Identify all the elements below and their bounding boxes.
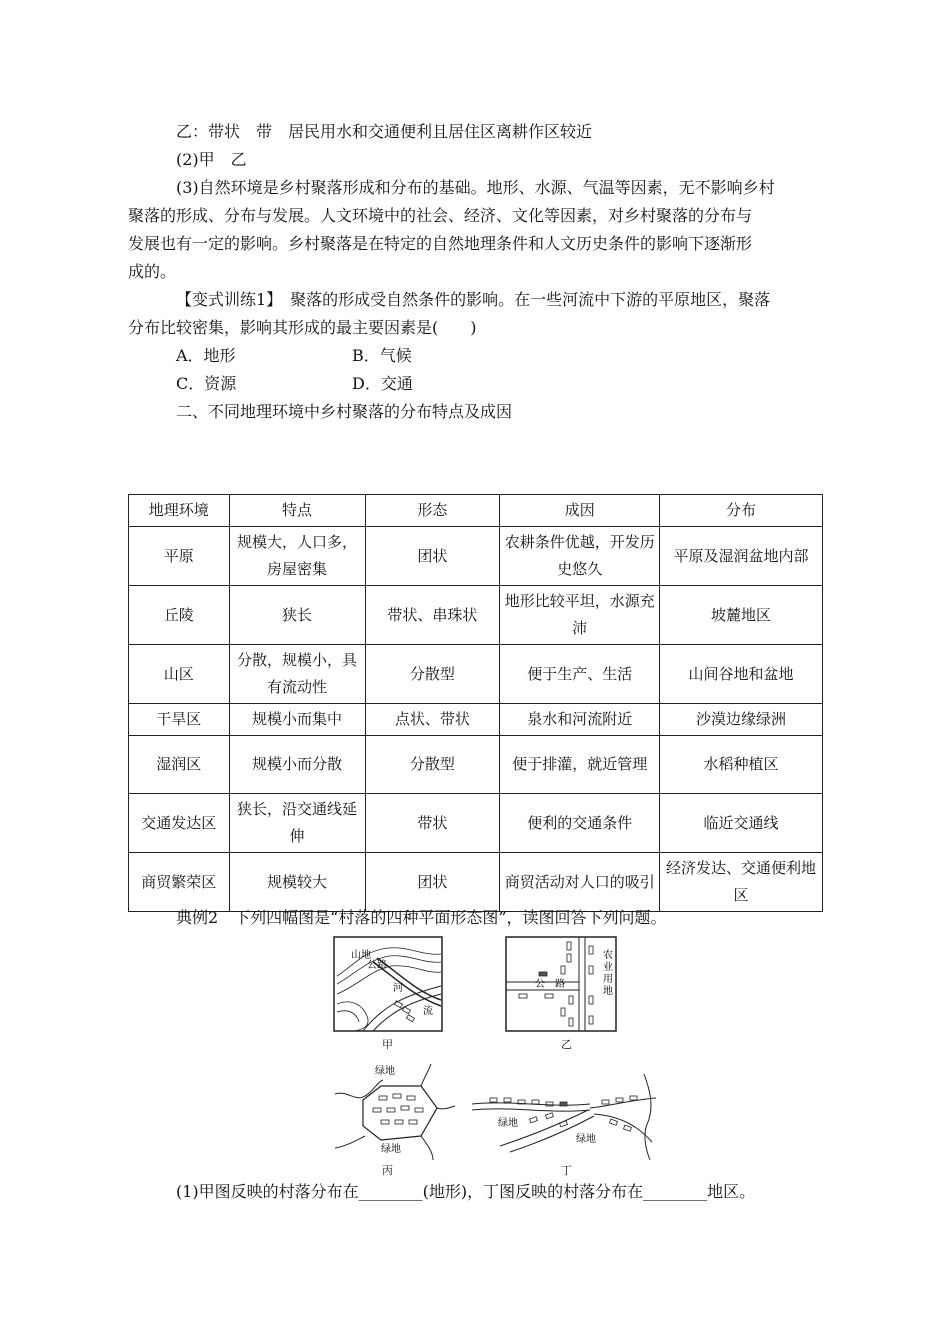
table-row: [129, 527, 823, 586]
exercise1-stem-line1: 【变式训练1】 聚落的形成受自然条件的影响。在一些河流中下游的平原地区，聚落: [176, 290, 771, 309]
table-cell: 临近交通线: [660, 794, 823, 853]
label-lvdi-top: 绿地: [375, 1066, 395, 1077]
table-cell: 分散，规模小，具有流动性: [229, 645, 365, 704]
table-cell: 丘陵: [129, 586, 230, 645]
answer-q3-line4: 成的。: [128, 262, 177, 281]
geo-table: [128, 494, 823, 912]
figure-jia: [333, 936, 443, 1046]
table-header: 形态: [365, 495, 500, 527]
caption-yi: 乙: [561, 1038, 572, 1051]
table-header: 成因: [500, 495, 660, 527]
label-yong: 用: [603, 974, 613, 985]
table-cell: 干旱区: [129, 704, 230, 736]
label-gonglu: 公 路: [535, 979, 565, 990]
label-lvdi-left: 绿地: [498, 1118, 518, 1129]
table-cell: 团状: [365, 853, 500, 912]
table-cell: 交通发达区: [129, 794, 230, 853]
table-cell: 山区: [129, 645, 230, 704]
table-cell: 平原: [129, 527, 230, 586]
table-cell: 经济发达、交通便利地区: [660, 853, 823, 912]
table-cell: 带状: [365, 794, 500, 853]
answer-q2: (2)甲 乙: [176, 150, 247, 169]
label-nong: 农: [603, 950, 613, 961]
table-cell: 狭长，沿交通线延伸: [229, 794, 365, 853]
example2-intro: 典例2 下列四幅图是“村落的四种平面形态图”，读图回答下列问题。: [176, 908, 667, 927]
table-cell: 坡麓地区: [660, 586, 823, 645]
label-ye: 业: [603, 962, 613, 973]
label-lvdi-bottom: 绿地: [381, 1144, 401, 1155]
table-cell: 规模较大: [229, 853, 365, 912]
option-b: B．气候: [352, 346, 412, 365]
table-cell: 便于排灌，就近管理: [500, 736, 660, 794]
table-row: [129, 853, 823, 912]
table-cell: 地形比较平坦，水源充沛: [500, 586, 660, 645]
caption-ding: 丁: [561, 1164, 572, 1177]
option-c: C．资源: [176, 374, 237, 393]
figure-bing: [333, 1056, 457, 1166]
table-cell: 农耕条件优越，开发历史悠久: [500, 527, 660, 586]
table-row: [129, 794, 823, 853]
label-di: 地: [603, 986, 613, 997]
section2-title: 二、不同地理环境中乡村聚落的分布特点及成因: [176, 402, 513, 421]
example2-q1: (1)甲图反映的村落分布在________(地形)，丁图反映的村落分布在________地区。: [176, 1182, 756, 1201]
label-shandi: 山地: [351, 950, 371, 961]
table-cell: 团状: [365, 527, 500, 586]
exercise1-stem-line2: 分布比较密集，影响其形成的最主要因素是( ): [128, 318, 477, 337]
table-cell: 分散型: [365, 645, 500, 704]
caption-jia: 甲: [382, 1038, 393, 1051]
table-cell: 规模小而分散: [229, 736, 365, 794]
table-cell: 规模小而集中: [229, 704, 365, 736]
answer-q3-line2: 聚落的形成、分布与发展。人文环境中的社会、经济、文化等因素，对乡村聚落的分布与: [128, 206, 753, 225]
label-lvdi-right: 绿地: [576, 1134, 596, 1145]
table-cell: 狭长: [229, 586, 365, 645]
table-cell: 商贸活动对人口的吸引: [500, 853, 660, 912]
option-d: D．交通: [352, 374, 413, 393]
table-header-row: [129, 495, 823, 527]
table-cell: 点状、带状: [365, 704, 500, 736]
caption-bing: 丙: [382, 1164, 393, 1177]
table-header: 地理环境: [129, 495, 230, 527]
table-cell: 商贸繁荣区: [129, 853, 230, 912]
table-row: [129, 736, 823, 794]
table-cell: 湿润区: [129, 736, 230, 794]
table-row: [129, 645, 823, 704]
table-cell: 泉水和河流附近: [500, 704, 660, 736]
table-cell: 规模大，人口多，房屋密集: [229, 527, 365, 586]
figure-ding: [470, 1070, 658, 1170]
table-row: [129, 586, 823, 645]
label-gonglu: 公路: [367, 960, 387, 971]
table-cell: 水稻种植区: [660, 736, 823, 794]
table-cell: 沙漠边缘绿洲: [660, 704, 823, 736]
table-row: [129, 704, 823, 736]
option-a: A．地形: [176, 346, 236, 365]
answer-yi: 乙：带状 带 居民用水和交通便利且居住区离耕作区较近: [176, 122, 593, 141]
table-cell: 山间谷地和盆地: [660, 645, 823, 704]
label-he: 河: [393, 983, 403, 994]
answer-q3-line1: (3)自然环境是乡村聚落形成和分布的基础。地形、水源、气温等因素，无不影响乡村: [176, 178, 775, 197]
table-header: 分布: [660, 495, 823, 527]
figure-yi: [505, 936, 617, 1046]
table-cell: 便于生产、生活: [500, 645, 660, 704]
table-cell: 平原及湿润盆地内部: [660, 527, 823, 586]
table-header: 特点: [229, 495, 365, 527]
label-liu: 流: [423, 1006, 433, 1017]
answer-q3-line3: 发展也有一定的影响。乡村聚落是在特定的自然地理条件和人文历史条件的影响下逐渐形: [128, 234, 753, 253]
table-cell: 带状、串珠状: [365, 586, 500, 645]
table-cell: 分散型: [365, 736, 500, 794]
table-cell: 便利的交通条件: [500, 794, 660, 853]
